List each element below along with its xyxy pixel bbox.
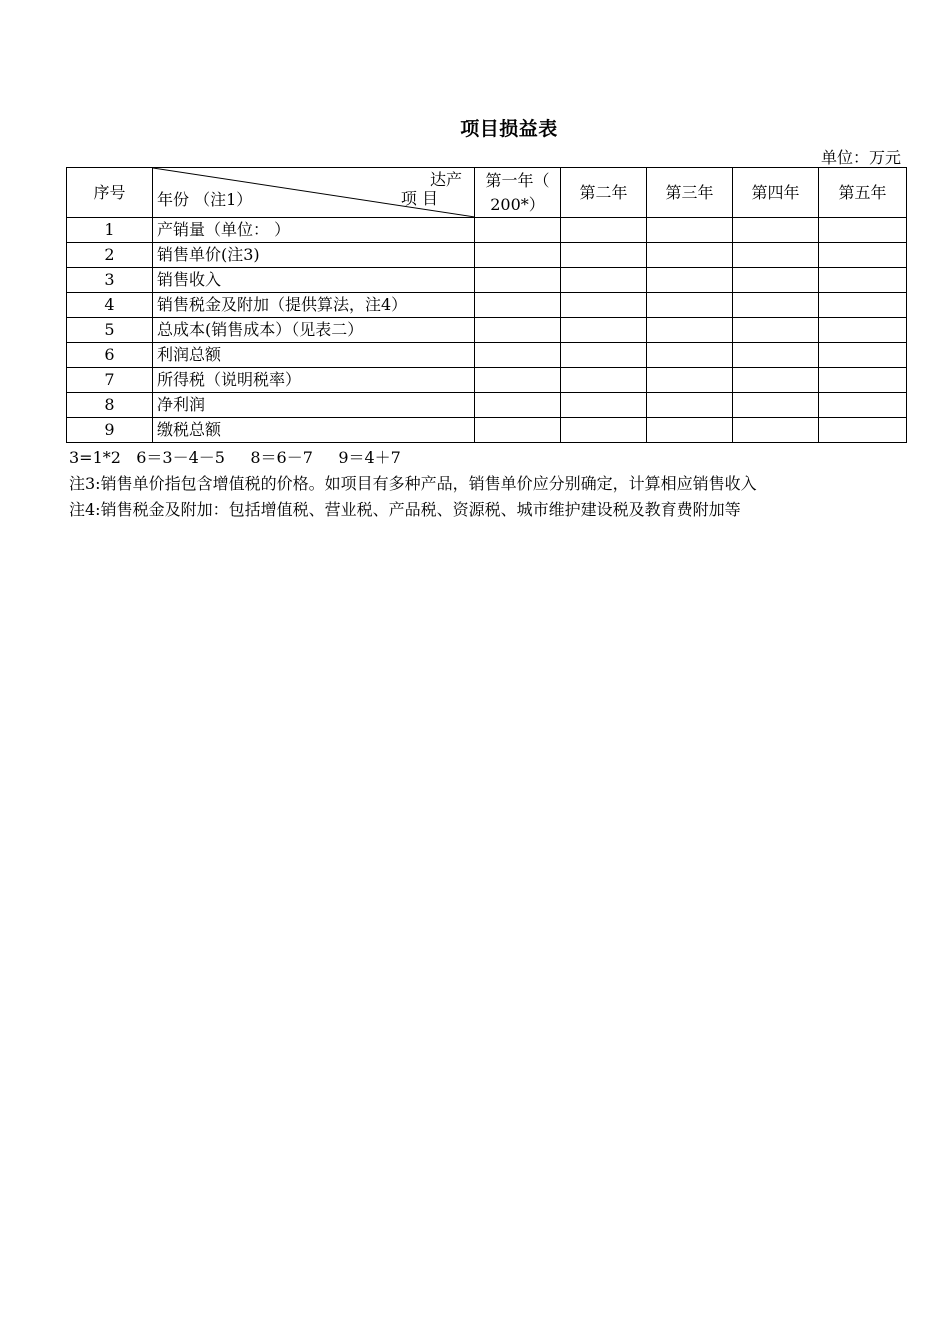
cell-year5[interactable] [819, 393, 907, 418]
cell-year1[interactable] [475, 368, 561, 393]
cell-year3[interactable] [647, 393, 733, 418]
row-number[interactable]: 6 [67, 343, 153, 368]
cell-year4[interactable] [733, 343, 819, 368]
cell-year3[interactable] [647, 293, 733, 318]
row-item[interactable]: 销售收入 [153, 268, 475, 293]
table-row [67, 343, 907, 368]
row-item[interactable]: 利润总额 [153, 343, 475, 368]
row-item[interactable]: 产销量（单位： ） [153, 218, 475, 243]
row-item[interactable]: 销售单价(注3) [153, 243, 475, 268]
cell-year2[interactable] [561, 293, 647, 318]
header-year3[interactable]: 第三年 [647, 168, 733, 218]
cell-year4[interactable] [733, 243, 819, 268]
cell-year5[interactable] [819, 268, 907, 293]
row-number[interactable]: 7 [67, 368, 153, 393]
header-diagonal-cell[interactable] [153, 168, 475, 218]
row-number[interactable]: 8 [67, 393, 153, 418]
cell-year4[interactable] [733, 268, 819, 293]
row-number[interactable]: 1 [67, 218, 153, 243]
table-row [67, 293, 907, 318]
header-year2[interactable]: 第二年 [561, 168, 647, 218]
cell-year5[interactable] [819, 343, 907, 368]
cell-year3[interactable] [647, 343, 733, 368]
cell-year2[interactable] [561, 393, 647, 418]
cell-year5[interactable] [819, 218, 907, 243]
cell-year1[interactable] [475, 268, 561, 293]
notes-section [69, 445, 757, 523]
table-row [67, 418, 907, 443]
cell-year4[interactable] [733, 293, 819, 318]
row-number[interactable]: 4 [67, 293, 153, 318]
row-number[interactable]: 2 [67, 243, 153, 268]
cell-year2[interactable] [561, 268, 647, 293]
cell-year1[interactable] [475, 218, 561, 243]
cell-year2[interactable] [561, 418, 647, 443]
cell-year3[interactable] [647, 268, 733, 293]
cell-year2[interactable] [561, 243, 647, 268]
cell-year5[interactable] [819, 243, 907, 268]
cell-year4[interactable] [733, 393, 819, 418]
cell-year5[interactable] [819, 318, 907, 343]
table-row [67, 243, 907, 268]
unit-label: 单位：万元 [820, 148, 901, 167]
cell-year3[interactable] [647, 418, 733, 443]
cell-year1[interactable] [475, 318, 561, 343]
row-number[interactable]: 5 [67, 318, 153, 343]
header-row [67, 168, 907, 218]
table-row [67, 318, 907, 343]
header-diag-top: 达产 [429, 170, 462, 189]
cell-year1[interactable] [475, 243, 561, 268]
cell-year2[interactable] [561, 368, 647, 393]
cell-year4[interactable] [733, 418, 819, 443]
row-item[interactable]: 总成本(销售成本）（见表二） [153, 318, 475, 343]
header-year5[interactable]: 第五年 [819, 168, 907, 218]
cell-year5[interactable] [819, 418, 907, 443]
row-item[interactable]: 缴税总额 [153, 418, 475, 443]
header-year1-line1: 第一年（ [485, 170, 550, 190]
page-title: 项目损益表 [460, 118, 558, 140]
row-item[interactable]: 净利润 [153, 393, 475, 418]
cell-year5[interactable] [819, 368, 907, 393]
note-3: 注3:销售单价指包含增值税的价格。如项目有多种产品，销售单价应分别确定，计算相应销售收入 [69, 474, 757, 493]
table-row [67, 368, 907, 393]
cell-year1[interactable] [475, 418, 561, 443]
header-diag-item: 项 目 [400, 189, 438, 208]
header-diag-year: 年份 （注1） [157, 190, 253, 209]
cell-year2[interactable] [561, 218, 647, 243]
note-4: 注4:销售税金及附加：包括增值税、营业税、产品税、资源税、城市维护建设税及教育费附加等 [69, 500, 741, 519]
header-year1[interactable] [475, 168, 561, 218]
cell-year2[interactable] [561, 343, 647, 368]
cell-year5[interactable] [819, 293, 907, 318]
table-row [67, 218, 907, 243]
row-item[interactable]: 所得税（说明税率） [153, 368, 475, 393]
row-number[interactable]: 3 [67, 268, 153, 293]
row-number[interactable]: 9 [67, 418, 153, 443]
cell-year3[interactable] [647, 243, 733, 268]
formula-note: 3=1*2 6＝3－4－5 8＝6－7 9＝4＋7 [69, 448, 401, 467]
cell-year1[interactable] [475, 393, 561, 418]
cell-year1[interactable] [475, 293, 561, 318]
cell-year3[interactable] [647, 218, 733, 243]
cell-year4[interactable] [733, 368, 819, 393]
profit-loss-table [66, 167, 907, 443]
cell-year2[interactable] [561, 318, 647, 343]
header-seq[interactable]: 序号 [67, 168, 153, 218]
cell-year3[interactable] [647, 318, 733, 343]
cell-year1[interactable] [475, 343, 561, 368]
row-item[interactable]: 销售税金及附加（提供算法，注4） [153, 293, 475, 318]
header-year4[interactable]: 第四年 [733, 168, 819, 218]
cell-year4[interactable] [733, 318, 819, 343]
cell-year4[interactable] [733, 218, 819, 243]
table-row [67, 393, 907, 418]
cell-year3[interactable] [647, 368, 733, 393]
header-year1-line2: 200*） [490, 194, 545, 214]
table-row [67, 268, 907, 293]
